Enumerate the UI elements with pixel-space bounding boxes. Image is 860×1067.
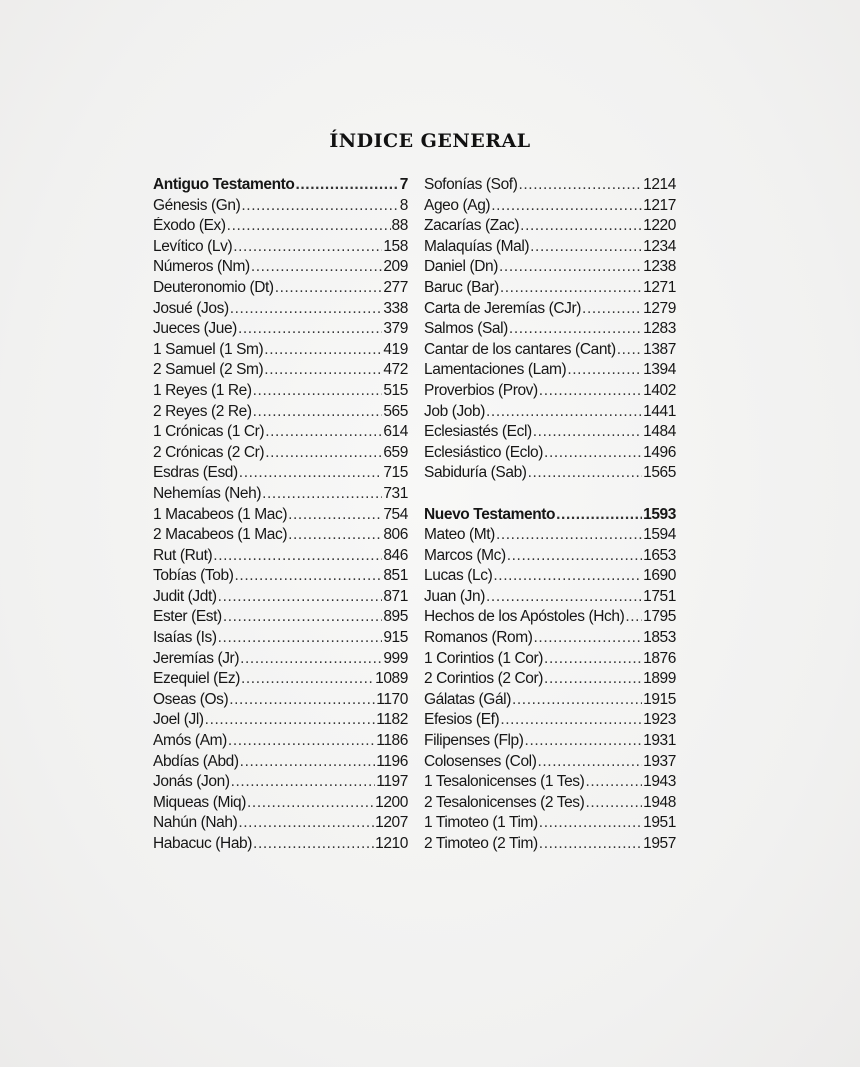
dot-leader [585,773,642,791]
index-entry [424,464,676,485]
entry-name: Sofonías (Sof) [424,176,518,193]
entry-name: Ezequiel (Ez) [153,670,240,688]
entry-page-number: 158 [383,237,408,255]
dot-leader [218,588,383,606]
entry-name: Miqueas (Miq) [153,793,246,811]
index-entry [424,279,676,300]
entry-name: Judit (Jdt) [153,587,217,605]
index-entry [153,588,408,609]
index-entry [153,711,408,732]
dot-leader [507,547,642,565]
index-entry [424,382,676,403]
index-entry [153,403,408,424]
entry-page-number: 1220 [643,217,676,235]
index-entry [153,217,408,238]
entry-page-number: 806 [383,526,408,544]
entry-name: Sabiduría (Sab) [424,464,527,482]
entry-name: Daniel (Dn) [424,258,498,276]
index-entry [153,300,408,321]
index-entry [424,567,676,588]
entry-page-number: 338 [383,299,408,317]
entry-page-number: 1937 [643,752,676,770]
dot-leader [582,300,642,318]
page-title: ÍNDICE GENERAL [329,130,531,152]
entry-page-number: 1876 [643,649,676,667]
section-heading-entry [424,506,676,527]
dot-leader [518,176,642,194]
entry-name: Levítico (Lv) [153,237,233,255]
entry-name: Colosenses (Col) [424,752,537,770]
index-entry [424,258,676,279]
index-entry [153,794,408,815]
dot-leader [238,320,382,338]
index-entry [153,526,408,547]
entry-name: Cantar de los cantares (Cant) [424,340,616,358]
dot-leader [585,794,642,812]
entry-page-number: 1951 [643,814,676,832]
dot-leader [265,423,382,441]
entry-name: Eclesiástico (Eclo) [424,443,544,461]
entry-name: Zacarías (Zac) [424,217,520,235]
entry-name: Josué (Jos) [153,299,229,317]
entry-page-number: 851 [383,567,408,585]
index-entry [424,320,676,341]
index-entry [424,629,676,650]
index-entry [153,279,408,300]
entry-name: Isaías (Is) [153,629,217,647]
index-entry [424,423,676,444]
dot-leader [544,670,642,688]
entry-page-number: 754 [383,505,408,523]
entry-page-number: 1653 [643,546,676,564]
entry-name: Ageo (Ag) [424,196,491,214]
index-entry [153,238,408,259]
entry-page-number: 659 [383,443,408,461]
entry-name: Jueces (Jue) [153,320,237,338]
dot-leader [295,176,398,194]
index-entry [424,341,676,362]
entry-page-number: 8 [399,196,408,214]
entry-page-number: 209 [383,258,408,276]
dot-leader [253,835,374,853]
entry-name: Efesios (Ef) [424,711,500,729]
entry-page-number: 7 [399,176,408,193]
entry-name: Juan (Jn) [424,587,486,605]
entry-page-number: 1690 [643,567,676,585]
entry-name: 1 Reyes (1 Re) [153,381,252,399]
entry-name: Filipenses (Flp) [424,732,524,750]
dot-leader [499,258,642,276]
dot-leader [525,732,643,750]
dot-leader [530,238,642,256]
dot-leader [213,547,382,565]
column-spacer [424,485,676,506]
index-entry [424,753,676,774]
index-entry [153,670,408,691]
index-entry [153,773,408,794]
entry-name: Lucas (Lc) [424,567,493,585]
entry-page-number: 1182 [376,711,408,729]
entry-page-number: 999 [383,649,408,667]
dot-leader [238,814,374,832]
dot-leader [231,773,376,791]
dot-leader [617,341,642,359]
dot-leader [491,197,642,215]
entry-page-number: 1271 [643,278,676,296]
entry-name: 1 Macabeos (1 Mac) [153,505,288,523]
index-entry [153,732,408,753]
dot-leader [229,691,375,709]
entry-name: Baruc (Bar) [424,278,499,296]
entry-page-number: 88 [391,217,408,235]
index-entry [153,485,408,506]
entry-page-number: 1200 [375,793,408,811]
entry-name: Nehemías (Neh) [153,484,262,502]
dot-leader [240,650,382,668]
entry-name: Habacuc (Hab) [153,835,253,852]
index-entry [424,711,676,732]
index-entry [424,176,676,197]
entry-page-number: 1387 [643,340,676,358]
dot-leader [228,732,375,750]
index-entry [153,382,408,403]
entry-page-number: 1394 [643,361,676,379]
dot-leader [265,444,382,462]
entry-name: Nuevo Testamento [424,505,556,523]
entry-page-number: 1565 [643,464,676,482]
index-entry [153,361,408,382]
entry-name: 2 Timoteo (2 Tim) [424,835,538,852]
index-entry [153,567,408,588]
entry-name: Abdías (Abd) [153,752,239,770]
dot-leader [500,711,642,729]
entry-page-number: 1948 [643,793,676,811]
index-entry [424,238,676,259]
entry-name: Salmos (Sal) [424,320,508,338]
entry-page-number: 915 [383,629,408,647]
entry-page-number: 715 [383,464,408,482]
index-entry [424,547,676,568]
dot-leader [486,403,642,421]
index-entry [424,588,676,609]
dot-leader [240,753,376,771]
entry-page-number: 1234 [643,237,676,255]
index-entry [153,444,408,465]
index-entry [424,403,676,424]
entry-name: Carta de Jeremías (CJr) [424,299,582,317]
entry-page-number: 379 [383,320,408,338]
index-entry [153,464,408,485]
entry-page-number: 1795 [643,608,676,626]
index-entry [424,526,676,547]
index-entry [424,670,676,691]
entry-name: 1 Samuel (1 Sm) [153,340,264,358]
entry-page-number: 1915 [643,690,676,708]
dot-leader [288,506,382,524]
index-entry [153,753,408,774]
dot-leader [264,341,382,359]
entry-page-number: 1853 [643,629,676,647]
entry-page-number: 895 [383,608,408,626]
index-entry [424,691,676,712]
entry-page-number: 1593 [643,505,676,523]
entry-page-number: 1931 [643,732,676,750]
entry-page-number: 515 [383,381,408,399]
index-entry [153,650,408,671]
index-entry [424,814,676,835]
index-entry [153,608,408,629]
entry-page-number: 1957 [643,835,676,852]
index-entry [424,773,676,794]
entry-name: Job (Job) [424,402,486,420]
entry-name: 2 Corintios (2 Cor) [424,670,544,688]
entry-page-number: 1197 [376,773,408,791]
entry-page-number: 1283 [643,320,676,338]
entry-page-number: 1217 [643,196,676,214]
entry-name: 1 Timoteo (1 Tim) [424,814,538,832]
index-entry [424,361,676,382]
entry-page-number: 1089 [375,670,408,688]
entry-name: Mateo (Mt) [424,526,495,544]
index-entry [424,444,676,465]
entry-name: Números (Nm) [153,258,250,276]
index-entry [153,691,408,712]
entry-name: Romanos (Rom) [424,629,533,647]
entry-page-number: 1279 [643,299,676,317]
index-entry [153,320,408,341]
entry-name: Éxodo (Ex) [153,217,226,235]
dot-leader [230,300,383,318]
dot-leader [534,629,643,647]
entry-page-number: 277 [383,278,408,296]
index-entry [153,629,408,650]
index-entry [424,794,676,815]
entry-page-number: 1751 [643,587,676,605]
dot-leader [528,464,643,482]
dot-leader [218,629,383,647]
entry-name: 2 Macabeos (1 Mac) [153,526,288,544]
dot-leader [493,567,642,585]
index-column-left [153,176,408,856]
dot-leader [539,382,642,400]
entry-page-number: 1943 [643,773,676,791]
entry-name: Ester (Est) [153,608,222,626]
entry-name: 2 Reyes (2 Re) [153,402,252,420]
entry-name: Nahún (Nah) [153,814,238,832]
dot-leader [544,650,642,668]
entry-name: Jeremías (Jr) [153,649,240,667]
entry-page-number: 565 [383,402,408,420]
dot-leader [533,423,642,441]
entry-name: Esdras (Esd) [153,464,238,482]
entry-page-number: 1207 [375,814,408,832]
entry-name: Jonás (Jon) [153,773,230,791]
dot-leader [556,506,642,524]
index-entry [153,258,408,279]
entry-page-number: 1594 [643,526,676,544]
dot-leader [486,588,642,606]
index-entry [424,732,676,753]
dot-leader [241,197,398,215]
dot-leader [496,526,642,544]
entry-page-number: 1484 [643,423,676,441]
entry-page-number: 614 [383,423,408,441]
section-heading-entry [153,176,408,197]
index-entry [153,506,408,527]
dot-leader [239,464,383,482]
index-entry [153,341,408,362]
index-entry [153,423,408,444]
entry-page-number: 1402 [643,381,676,399]
dot-leader [227,217,391,235]
index-entry [424,608,676,629]
entry-page-number: 1496 [643,443,676,461]
entry-page-number: 871 [383,587,408,605]
index-entry [153,814,408,835]
index-entry [153,835,408,856]
entry-name: Rut (Rut) [153,546,213,564]
entry-page-number: 419 [383,340,408,358]
entry-name: 2 Tesalonicenses (2 Tes) [424,793,585,811]
entry-page-number: 846 [383,546,408,564]
entry-page-number: 1186 [376,732,408,750]
entry-name: Oseas (Os) [153,690,229,708]
entry-page-number: 1170 [376,690,408,708]
entry-page-number: 1441 [643,402,676,420]
dot-leader [625,608,642,626]
entry-page-number: 1210 [375,835,408,852]
dot-leader [235,567,383,585]
entry-name: Eclesiastés (Ecl) [424,423,532,441]
entry-page-number: 472 [383,361,408,379]
entry-name: 1 Crónicas (1 Cr) [153,423,265,441]
index-entry [424,650,676,671]
entry-name: Joel (Jl) [153,711,204,729]
dot-leader [251,258,383,276]
dot-leader [253,403,383,421]
dot-leader [539,814,642,832]
index-entry [153,547,408,568]
index-entry [153,197,408,218]
index-entry [424,835,676,856]
dot-leader [233,238,382,256]
entry-name: Génesis (Gn) [153,196,241,214]
dot-leader [544,444,642,462]
dot-leader [520,217,642,235]
entry-page-number: 1238 [643,258,676,276]
index-entry [424,300,676,321]
entry-name: Antiguo Testamento [153,176,295,193]
entry-page-number: 1214 [643,176,676,193]
index-entry [424,197,676,218]
entry-name: Hechos de los Apóstoles (Hch) [424,608,625,626]
entry-name: 2 Crónicas (2 Cr) [153,443,265,461]
entry-name: Marcos (Mc) [424,546,506,564]
entry-name: Tobías (Tob) [153,567,234,585]
entry-name: Deuteronomio (Dt) [153,278,274,296]
dot-leader [247,794,374,812]
dot-leader [241,670,374,688]
entry-name: Proverbios (Prov) [424,381,538,399]
dot-leader [262,485,382,503]
entry-page-number: 1923 [643,711,676,729]
dot-leader [539,835,642,853]
dot-leader [567,361,642,379]
entry-name: Malaquías (Mal) [424,237,530,255]
dot-leader [288,526,382,544]
dot-leader [537,753,642,771]
entry-page-number: 1196 [376,752,408,770]
entry-name: 1 Tesalonicenses (1 Tes) [424,773,585,791]
dot-leader [509,320,642,338]
index-entry [424,217,676,238]
dot-leader [253,382,383,400]
entry-name: Lamentaciones (Lam) [424,361,567,379]
entry-page-number: 731 [383,484,408,502]
dot-leader [264,361,382,379]
entry-name: 2 Samuel (2 Sm) [153,361,264,379]
index-column-right [424,176,676,856]
dot-leader [205,711,376,729]
dot-leader [512,691,642,709]
dot-leader [223,608,383,626]
entry-name: Amós (Am) [153,732,227,750]
entry-name: Gálatas (Gál) [424,690,511,708]
entry-name: 1 Corintios (1 Cor) [424,649,544,667]
entry-page-number: 1899 [643,670,676,688]
dot-leader [500,279,642,297]
dot-leader [275,279,383,297]
